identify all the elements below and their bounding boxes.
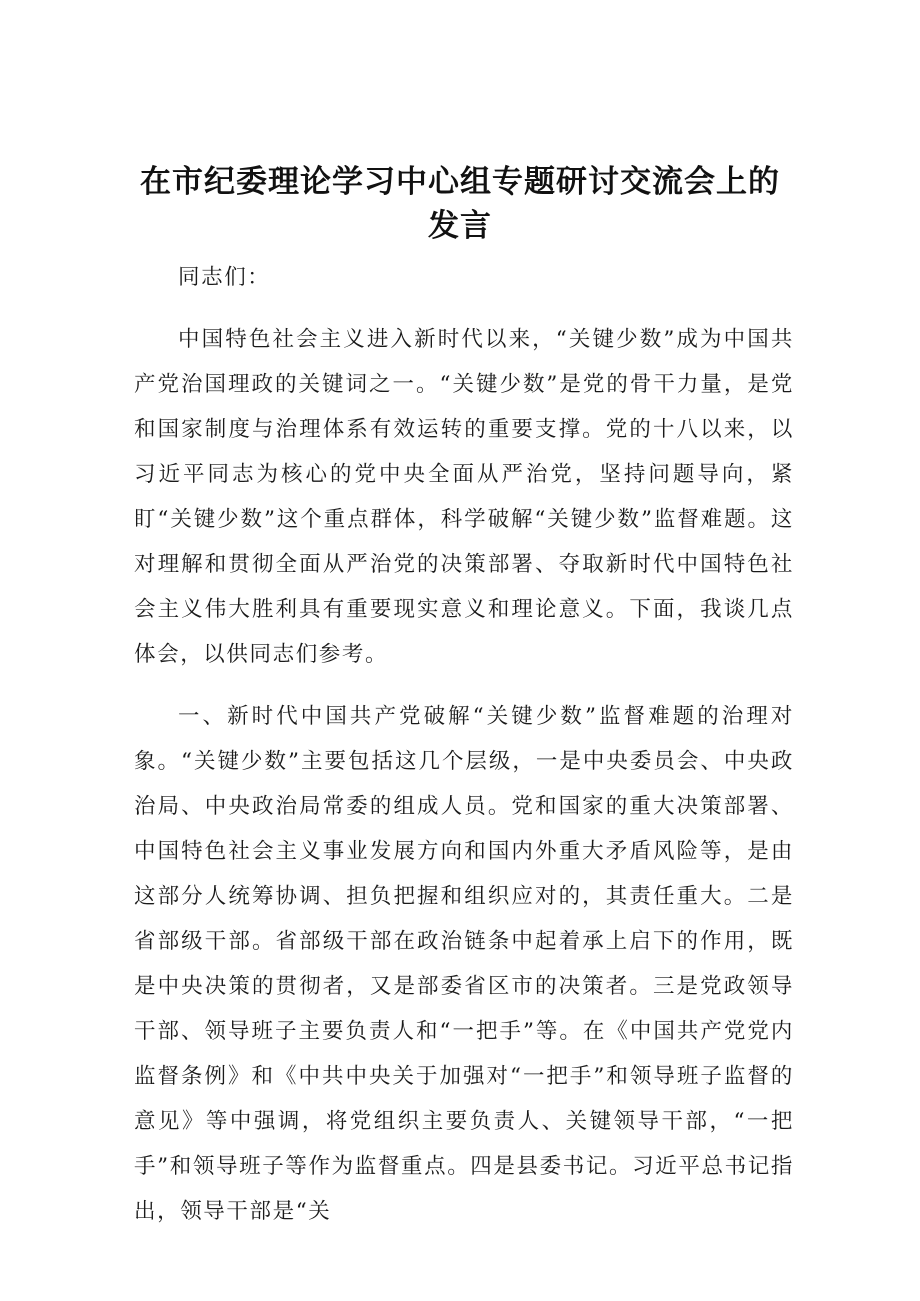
document-title <box>100 160 820 248</box>
paragraph-intro: 中国特色社会主义进入新时代以来，“关键少数”成为中国共产党治国理政的关键词之一。“关键少数”是党的骨干力量，是党和国家制度与治理体系有效运转的重要支撑。党的十八以来，以习近平同志为核心的党中央全面从严治党，坚持问题导向，紧盯“关键少数”这个重点群体，科学破解“关键少数”监督难题。这对理解和贯彻全面从严治党的决策部署、夺取新时代中国特色社会主义伟大胜利具有重要现实意义和理论意义。下面，我谈几点体会，以供同志们参考。 <box>134 327 794 667</box>
salutation: 同志们： <box>178 265 271 290</box>
document-body <box>134 255 794 1251</box>
paragraph-section-1: 一、新时代中国共产党破解“关键少数”监督难题的治理对象。“关键少数”主要包括这几个层级，一是中央委员会、中央政治局、中央政治局常委的组成人员。党和国家的重大决策部署、中国特色社会主义事业发展方向和国内外重大矛盾风险等，是由这部分人统筹协调、担负把握和组织应对的，其责任重大。二是省部级干部。省部级干部在政治链条中起着承上启下的作用，既是中央决策的贯彻者，又是部委省区市的决策者。三是党政领导干部、领导班子主要负责人和“一把手”等。在《中国共产党党内监督条例》和《中共中央关于加强对“一把手”和领导班子监督的意见》等中强调，将党组织主要负责人、关键领导干部，“一把手”和领导班子等作为监督重点。四是县委书记。习近平总书记指出，领导干部是“关 <box>134 704 794 1224</box>
title-line-2: 发言 <box>428 208 492 244</box>
title-line-1: 在市纪委理论学习中心组专题研讨交流会上的 <box>140 164 780 200</box>
